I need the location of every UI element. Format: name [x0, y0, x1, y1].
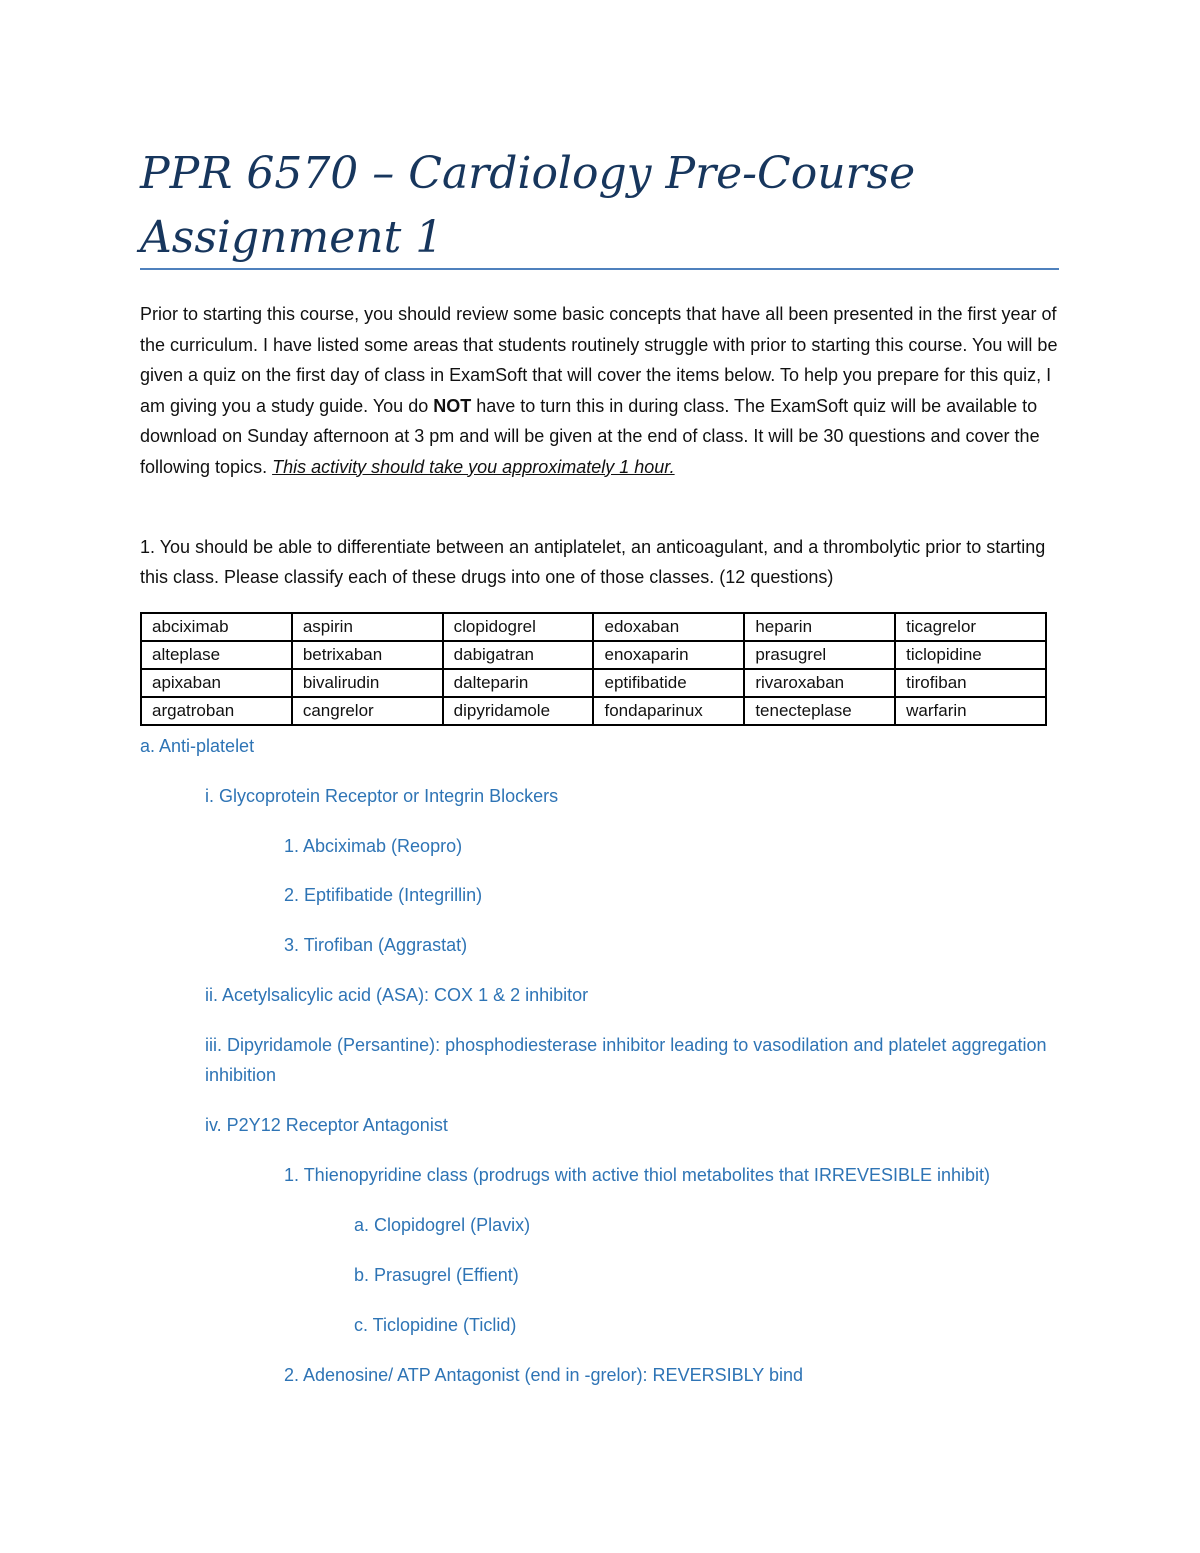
- table-cell: tenecteplase: [744, 697, 895, 725]
- outline-i-3: 3. Tirofiban (Aggrastat): [284, 935, 468, 955]
- table-cell: alteplase: [141, 641, 292, 669]
- table-cell: heparin: [744, 613, 895, 641]
- title-line-1: PPR 6570 – Cardiology Pre-Course: [140, 148, 916, 199]
- intro-text-start: Prior to starting this course, you should review some basic concepts that have all been presented in the first year of the curriculum. I have listed some areas that students routinely struggle with prior to starting this course. You will be given a quiz on the first day of class in ExamSoft that will cover the items below. To help you prepare for this quiz, I am giving you a study guide. You do: [140, 304, 1058, 416]
- intro-paragraph: [140, 299, 1060, 482]
- title-underline-divider: [140, 268, 1059, 270]
- table-cell: edoxaban: [593, 613, 744, 641]
- table-cell: ticlopidine: [895, 641, 1046, 669]
- outline-iv-1-thienopyridine: 1. Thienopyridine class (prodrugs with active thiol metabolites that IRREVESIBLE inhibit): [284, 1165, 991, 1185]
- outline-iv-2-adenosine: 2. Adenosine/ ATP Antagonist (end in -grelor): REVERSIBLY bind: [284, 1365, 803, 1385]
- table-cell: aspirin: [292, 613, 443, 641]
- table-cell: prasugrel: [744, 641, 895, 669]
- table-cell: apixaban: [141, 669, 292, 697]
- outline-iii-dipyridamole: iii. Dipyridamole (Persantine): phosphodiesterase inhibitor leading to vasodilation and platelet aggregation inhibition: [205, 1035, 1047, 1085]
- outline-i-2: 2. Eptifibatide (Integrillin): [284, 885, 483, 905]
- outline-iv-1-c: c. Ticlopidine (Ticlid): [354, 1315, 517, 1335]
- table-cell: warfarin: [895, 697, 1046, 725]
- outline-iv-1-b: b. Prasugrel (Effient): [354, 1265, 519, 1285]
- table-cell: ticagrelor: [895, 613, 1046, 641]
- question-1: 1. You should be able to differentiate between an antiplatelet, an anticoagulant, and a thrombolytic prior to starting this class. Please classify each of these drugs into one of those classes. (12 questions): [140, 537, 1046, 587]
- intro-time-estimate: This activity should take you approximately 1 hour.: [272, 456, 675, 477]
- title-line-2: Assignment 1: [140, 212, 444, 263]
- intro-text-end: have to turn this in during class. The ExamSoft quiz will be available to download on Sunday afternoon at 3 pm and will be given at the end of class. It will be 30 questions and cover the following topics.: [140, 395, 1040, 477]
- outline-a-antiplatelet: a. Anti-platelet: [140, 736, 255, 756]
- table-row: [141, 697, 1046, 725]
- table-row: [141, 669, 1046, 697]
- table-cell: rivaroxaban: [744, 669, 895, 697]
- outline-iv-p2y12: iv. P2Y12 Receptor Antagonist: [205, 1115, 448, 1135]
- table-cell: fondaparinux: [593, 697, 744, 725]
- table-cell: dabigatran: [443, 641, 594, 669]
- table-cell: tirofiban: [895, 669, 1046, 697]
- drug-classification-table: [140, 612, 1047, 726]
- table-cell: cangrelor: [292, 697, 443, 725]
- table-cell: dipyridamole: [443, 697, 594, 725]
- table-cell: clopidogrel: [443, 613, 594, 641]
- table-cell: betrixaban: [292, 641, 443, 669]
- page-title: [140, 142, 1060, 270]
- outline-i-glycoprotein: i. Glycoprotein Receptor or Integrin Blockers: [205, 786, 559, 806]
- table-cell: bivalirudin: [292, 669, 443, 697]
- table-cell: enoxaparin: [593, 641, 744, 669]
- table-cell: eptifibatide: [593, 669, 744, 697]
- table-cell: abciximab: [141, 613, 292, 641]
- outline-i-1: 1. Abciximab (Reopro): [284, 836, 463, 856]
- outline-iv-1-a: a. Clopidogrel (Plavix): [354, 1215, 531, 1235]
- outline-ii-asa: ii. Acetylsalicylic acid (ASA): COX 1 & 2 inhibitor: [205, 985, 589, 1005]
- table-cell: argatroban: [141, 697, 292, 725]
- table-row: [141, 613, 1046, 641]
- intro-not-emphasis: NOT: [433, 395, 472, 416]
- table-cell: dalteparin: [443, 669, 594, 697]
- table-row: [141, 641, 1046, 669]
